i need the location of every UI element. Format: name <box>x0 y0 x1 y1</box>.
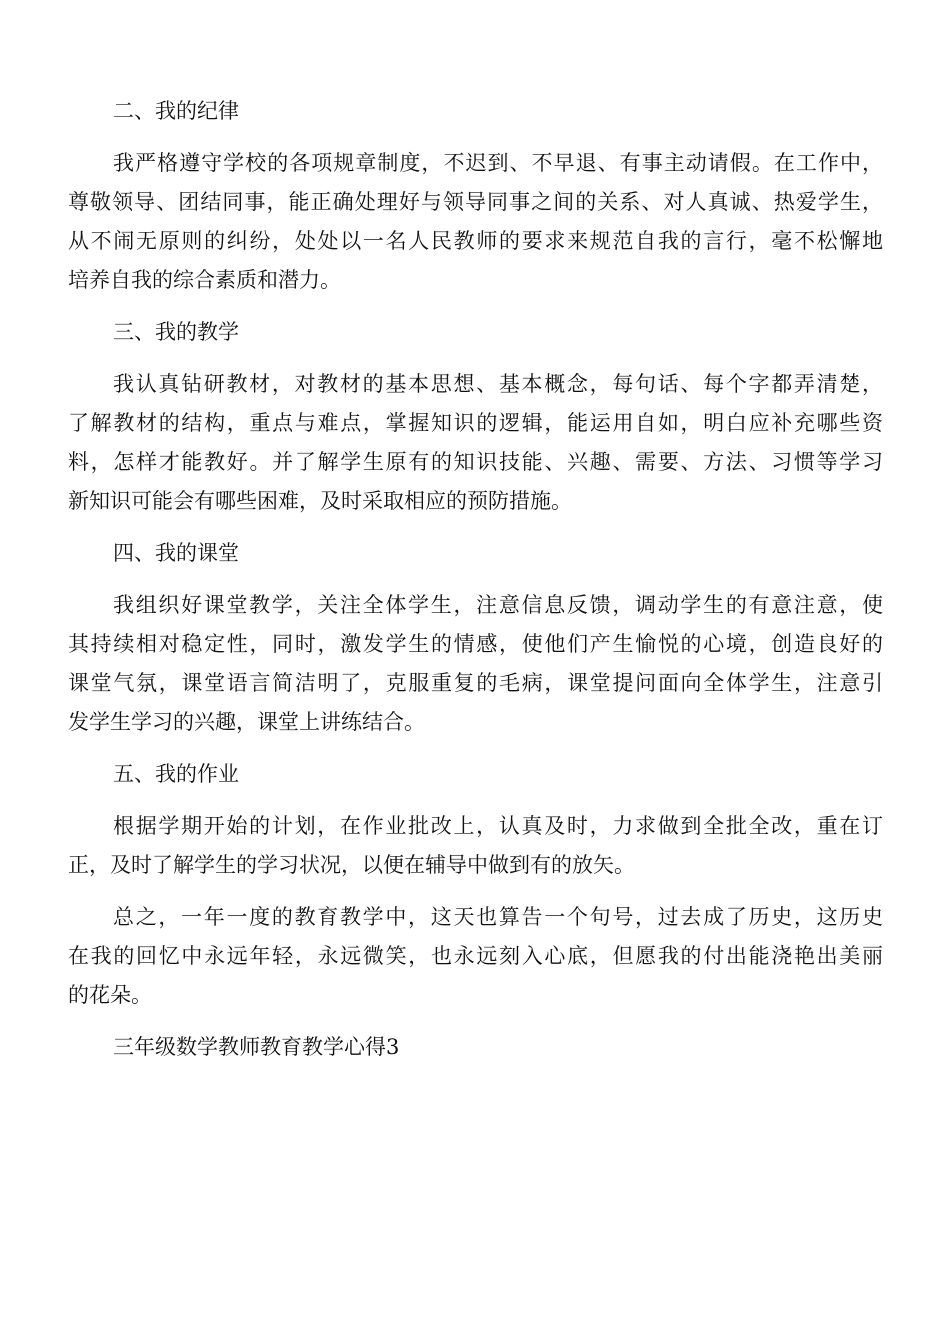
paragraph-line: 尊敬领导、团结同事，能正确处理好与领导同事之间的关系、对人真诚、热爱学生， <box>68 190 883 214</box>
section-heading: 三、我的教学 <box>113 320 239 344</box>
document-body <box>68 92 883 1067</box>
paragraph-line: 根据学期开始的计划，在作业批改上，认真及时，力求做到全批全改，重在订 <box>113 814 883 838</box>
paragraph-line: 了解教材的结构，重点与难点，掌握知识的逻辑，能运用自如，明白应补充哪些资 <box>68 411 883 435</box>
section-heading: 四、我的课堂 <box>113 541 239 565</box>
paragraph-line: 我严格遵守学校的各项规章制度，不迟到、不早退、有事主动请假。在工作中， <box>113 151 883 175</box>
section-heading: 五、我的作业 <box>113 762 239 786</box>
section-heading: 二、我的纪律 <box>113 99 239 123</box>
paragraph-line: 其持续相对稳定性，同时，激发学生的情感，使他们产生愉悦的心境，创造良好的 <box>68 632 883 656</box>
paragraph-line: 我组织好课堂教学，关注全体学生，注意信息反馈，调动学生的有意注意，使 <box>113 593 883 617</box>
paragraph-line: 总之，一年一度的教育教学中，这天也算告一个句号，过去成了历史，这历史 <box>113 905 883 929</box>
paragraph-line: 发学生学习的兴趣，课堂上讲练结合。 <box>68 710 425 734</box>
paragraph-line: 新知识可能会有哪些困难，及时采取相应的预防措施。 <box>68 489 572 513</box>
paragraph-line: 课堂气氛，课堂语言简洁明了，克服重复的毛病，课堂提问面向全体学生，注意引 <box>68 671 883 695</box>
paragraph-line: 培养自我的综合素质和潜力。 <box>68 268 341 292</box>
paragraph-line: 料，怎样才能教好。并了解学生原有的知识技能、兴趣、需要、方法、习惯等学习 <box>68 450 883 474</box>
next-article-title: 三年级数学教师教育教学心得3 <box>113 1035 400 1059</box>
paragraph-line: 正，及时了解学生的学习状况，以便在辅导中做到有的放矢。 <box>68 853 635 877</box>
paragraph-line: 在我的回忆中永远年轻，永远微笑，也永远刻入心底，但愿我的付出能浇艳出美丽 <box>68 944 883 968</box>
paragraph-line: 的花朵。 <box>68 983 152 1007</box>
paragraph-line: 我认真钻研教材，对教材的基本思想、基本概念，每句话、每个字都弄清楚， <box>113 372 883 396</box>
paragraph-line: 从不闹无原则的纠纷，处处以一名人民教师的要求来规范自我的言行，毫不松懈地 <box>68 229 883 253</box>
